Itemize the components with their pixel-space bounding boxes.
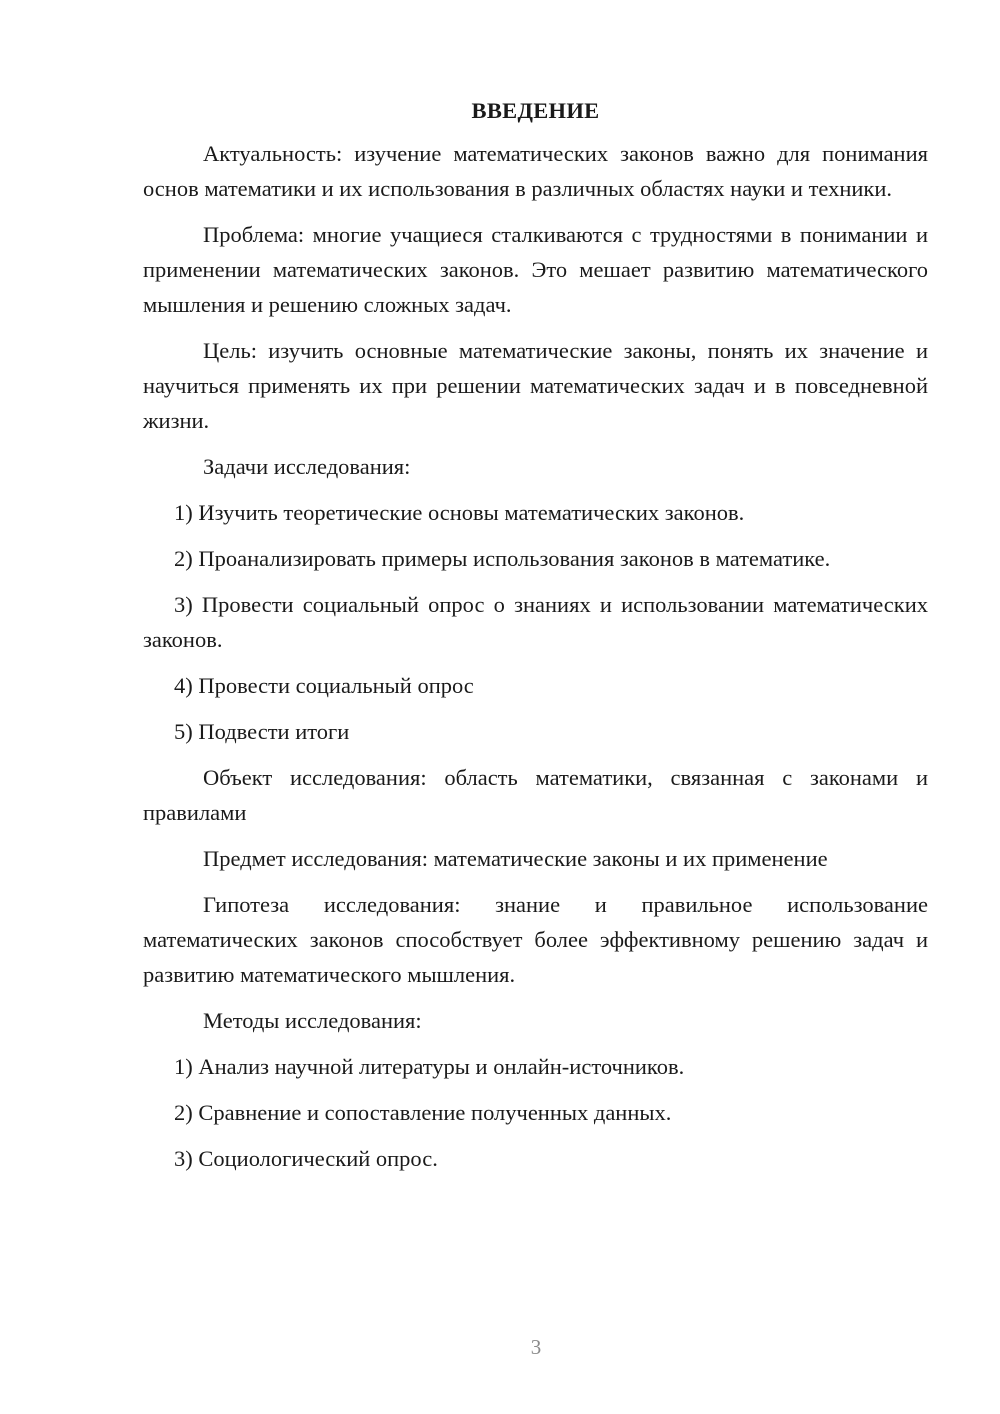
task-item: 5) Подвести итоги bbox=[174, 719, 350, 744]
task-item: 3) Провести социальный опрос о знаниях и использовании математических законов. bbox=[143, 592, 928, 652]
method-item: 3) Социологический опрос. bbox=[174, 1146, 438, 1171]
task-item: 4) Провести социальный опрос bbox=[174, 673, 474, 698]
method-item: 1) Анализ научной литературы и онлайн-источников. bbox=[174, 1054, 685, 1079]
task-item: 1) Изучить теоретические основы математических законов. bbox=[174, 500, 745, 525]
task-item: 2) Проанализировать примеры использования законов в математике. bbox=[174, 546, 831, 571]
page-number: 3 bbox=[530, 1335, 542, 1359]
subject-paragraph: Предмет исследования: математические законы и их применение bbox=[203, 846, 828, 871]
problem-paragraph: Проблема: многие учащиеся сталкиваются с трудностями в понимании и применении математических законов. Это мешает развитию математического мышления и решению сложных задач. bbox=[143, 222, 928, 317]
method-item: 2) Сравнение и сопоставление полученных данных. bbox=[174, 1100, 672, 1125]
section-heading: ВВЕДЕНИЕ bbox=[471, 98, 600, 123]
tasks-heading: Задачи исследования: bbox=[203, 454, 411, 479]
object-paragraph: Объект исследования: область математики, связанная с законами и правилами bbox=[143, 765, 928, 825]
goal-paragraph: Цель: изучить основные математические законы, понять их значение и научиться применять их при решении математических задач и в повседневной жизни. bbox=[143, 338, 928, 433]
hypothesis-paragraph: Гипотеза исследования: знание и правильное использование математических законов способствует более эффективному решению задач и развитию математического мышления. bbox=[143, 892, 928, 987]
document-body bbox=[143, 93, 928, 1187]
relevance-paragraph: Актуальность: изучение математических законов важно для понимания основ математики и их использования в различных областях науки и техники. bbox=[143, 141, 928, 201]
methods-heading: Методы исследования: bbox=[203, 1008, 422, 1033]
